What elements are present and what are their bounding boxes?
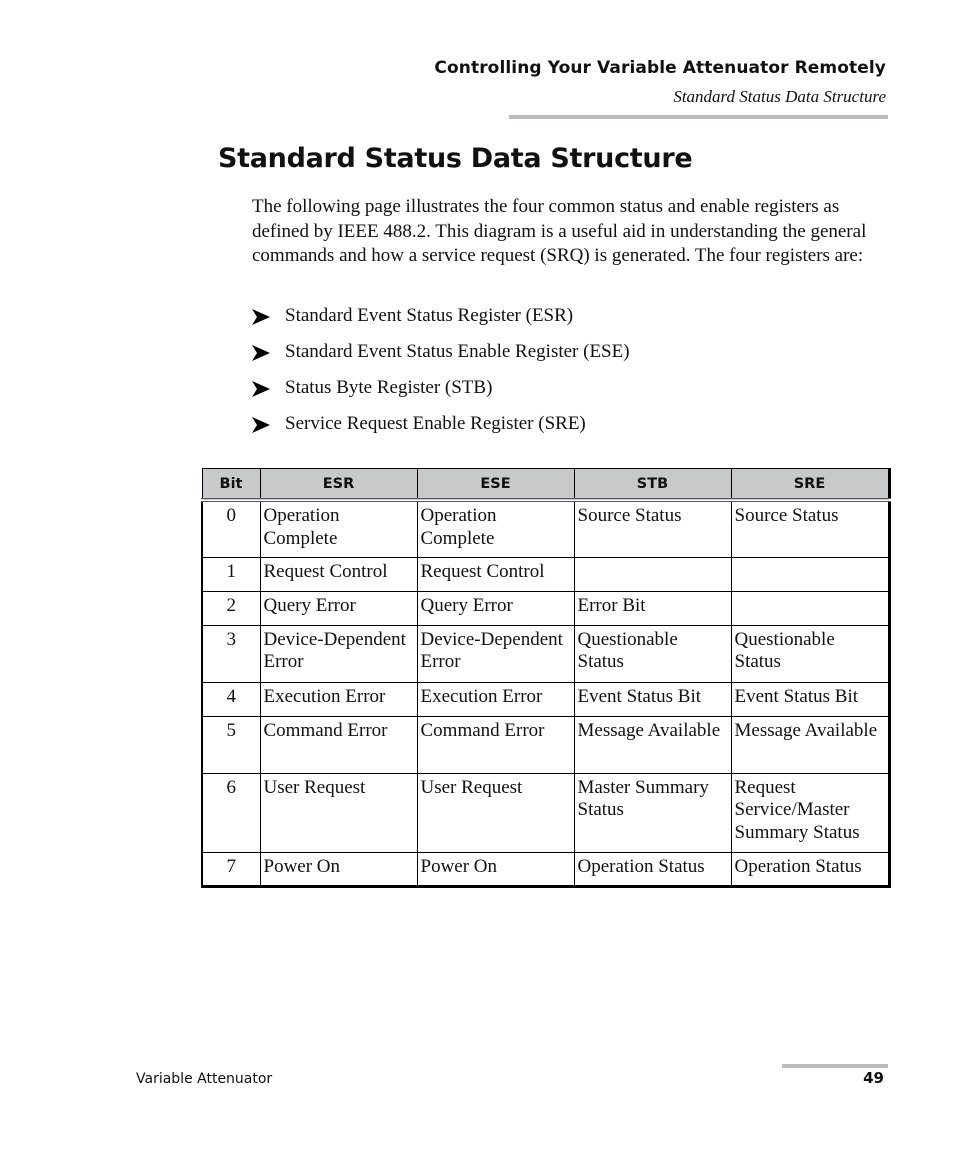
table-cell: Questionable Status — [574, 625, 731, 682]
table-cell: Query Error — [260, 591, 417, 625]
table-cell: Message Available — [574, 716, 731, 773]
table-cell: Device-Dependent Error — [417, 625, 574, 682]
column-header-ese: ESE — [417, 469, 574, 501]
table-cell: Power On — [417, 852, 574, 886]
table-row — [202, 773, 889, 852]
status-register-table — [201, 468, 891, 888]
table-cell: Power On — [260, 852, 417, 886]
list-item-label: Standard Event Status Enable Register (ESE) — [285, 341, 630, 362]
table-row — [202, 682, 889, 716]
page-number: 49 — [863, 1069, 884, 1087]
right-arrowhead-icon — [252, 345, 270, 361]
table-cell: Execution Error — [260, 682, 417, 716]
right-arrowhead-icon — [252, 417, 270, 433]
table-cell: Execution Error — [417, 682, 574, 716]
table-cell: 2 — [202, 591, 260, 625]
column-header-stb: STB — [574, 469, 731, 501]
table-cell: Error Bit — [574, 591, 731, 625]
table-cell: Operation Complete — [417, 500, 574, 557]
table-cell: 4 — [202, 682, 260, 716]
footer-product-name: Variable Attenuator — [136, 1071, 273, 1087]
status-register-table-container — [201, 468, 888, 888]
running-header-title: Controlling Your Variable Attenuator Remotely — [434, 58, 886, 78]
table-cell: Questionable Status — [731, 625, 889, 682]
table-cell: Message Available — [731, 716, 889, 773]
table-cell: Source Status — [574, 500, 731, 557]
table-cell: Event Status Bit — [731, 682, 889, 716]
section-title: Standard Status Data Structure — [218, 143, 693, 174]
right-arrowhead-icon — [252, 381, 270, 397]
column-header-esr: ESR — [260, 469, 417, 501]
table-cell: Request Control — [260, 557, 417, 591]
table-cell: User Request — [260, 773, 417, 852]
column-header-bit: Bit — [202, 469, 260, 501]
table-cell: Source Status — [731, 500, 889, 557]
table-cell: 6 — [202, 773, 260, 852]
table-row — [202, 716, 889, 773]
table-row — [202, 625, 889, 682]
running-header-subtitle: Standard Status Data Structure — [673, 87, 886, 106]
table-row — [202, 852, 889, 886]
table-row — [202, 557, 889, 591]
intro-paragraph: The following page illustrates the four common status and enable registers as defined by IEEE 488.2. This diagram is a useful aid in understanding the general commands and how a service request (SRQ) is generated. The four registers are: — [252, 196, 867, 266]
table-cell: 7 — [202, 852, 260, 886]
table-cell — [731, 557, 889, 591]
table-row — [202, 591, 889, 625]
table-cell: Command Error — [417, 716, 574, 773]
table-cell: 5 — [202, 716, 260, 773]
table-cell: Event Status Bit — [574, 682, 731, 716]
table-cell — [731, 591, 889, 625]
table-row — [202, 500, 889, 557]
header-divider — [509, 115, 888, 119]
table-cell: Query Error — [417, 591, 574, 625]
table-cell: User Request — [417, 773, 574, 852]
table-cell: Operation Status — [574, 852, 731, 886]
table-cell: Master Summary Status — [574, 773, 731, 852]
table-cell: Request Control — [417, 557, 574, 591]
list-item-label: Service Request Enable Register (SRE) — [285, 413, 586, 434]
table-cell: Device-Dependent Error — [260, 625, 417, 682]
table-cell: Operation Complete — [260, 500, 417, 557]
table-header-row — [202, 469, 889, 501]
list-item-label: Standard Event Status Register (ESR) — [285, 305, 574, 326]
list-item-label: Status Byte Register (STB) — [285, 377, 493, 398]
table-cell: Operation Status — [731, 852, 889, 886]
column-header-sre: SRE — [731, 469, 889, 501]
table-cell: Request Service/Master Summary Status — [731, 773, 889, 852]
table-cell: 3 — [202, 625, 260, 682]
table-cell: Command Error — [260, 716, 417, 773]
right-arrowhead-icon — [252, 309, 270, 325]
footer-divider — [782, 1064, 888, 1068]
table-cell: 1 — [202, 557, 260, 591]
table-cell: 0 — [202, 500, 260, 557]
table-cell — [574, 557, 731, 591]
